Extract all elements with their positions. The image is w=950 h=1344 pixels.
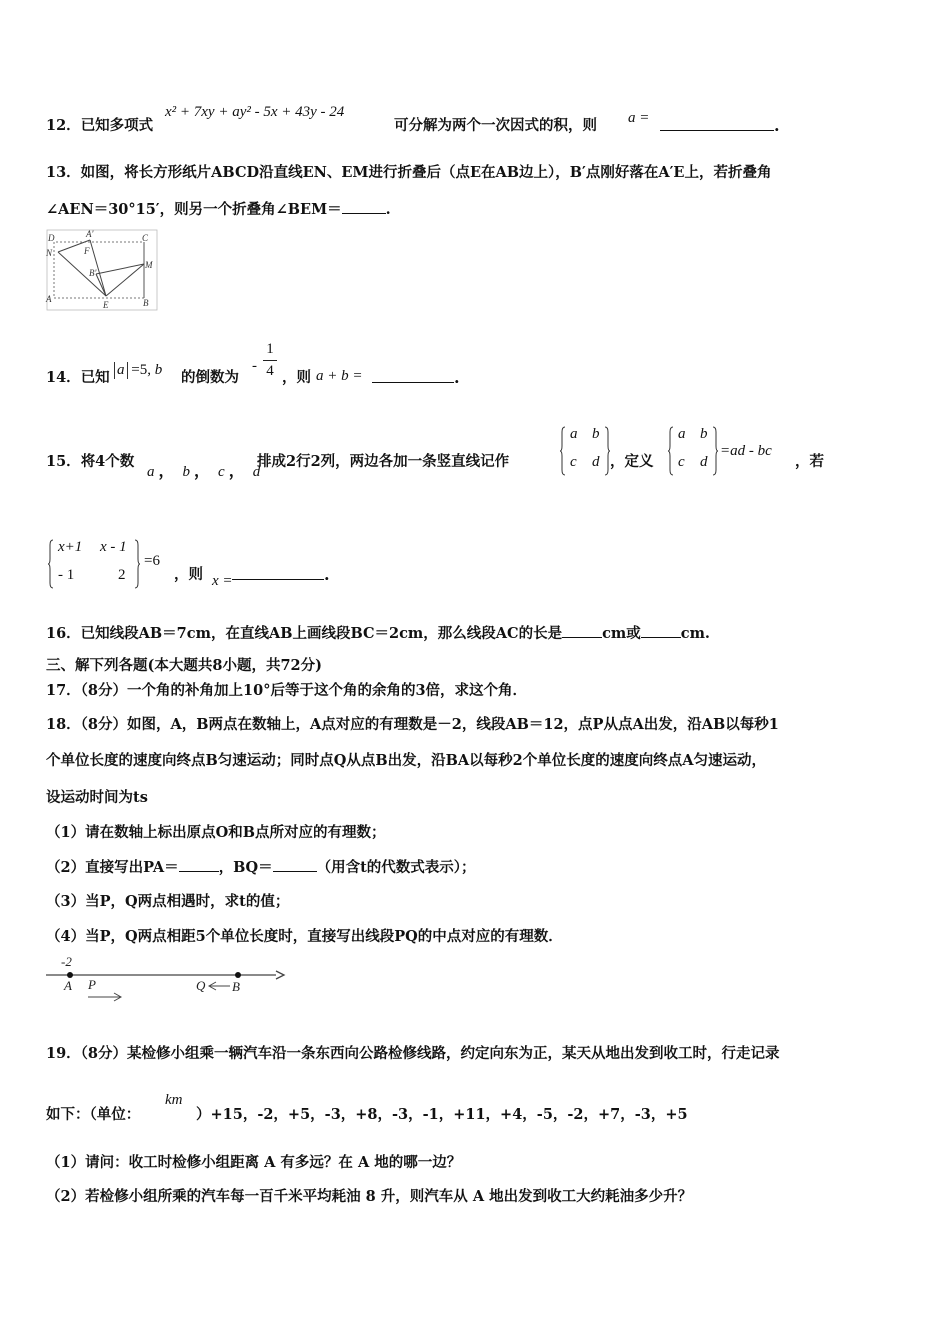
q14-frac-sign: - <box>252 358 257 374</box>
q18-sub3: （3）当P，Q两点相遇时，求t的值； <box>46 893 290 910</box>
q19-line1: 19．（8分）某检修小组乘一辆汽车沿一条东西向公路检修线路，约定向东为正，某天从地出发到收工时，行走记录 <box>46 1045 780 1062</box>
fig13-label-A: A <box>46 294 52 304</box>
q19-sub2: （2）若检修小组所乘的汽车每一百千米平均耗油 8 升，则汽车从 A 地出发到收工大约耗油多少升？ <box>46 1188 693 1205</box>
numline-label-B: B <box>232 979 240 994</box>
q18-bq-blank[interactable] <box>273 857 317 872</box>
q18-number-line-figure <box>44 952 288 1006</box>
q12-answer-blank[interactable]: . <box>660 116 780 135</box>
q16-answer-blank-1[interactable] <box>562 623 602 638</box>
fig13-label-A-prime: A' <box>86 229 94 239</box>
fig13-label-E: E <box>103 300 109 310</box>
q14-then: ，则 <box>282 369 311 386</box>
q14-abs-expression: a =5, b <box>114 362 162 379</box>
q12-var-a: a = <box>628 110 650 126</box>
q15-answer-blank[interactable]: . <box>232 565 330 584</box>
q15-define: ，定义 <box>610 453 654 470</box>
q15-definition-rhs: =ad - bc <box>720 443 772 459</box>
q19-unit-km: km <box>165 1092 183 1108</box>
q15-then: ，则 <box>174 566 203 583</box>
q15-determinant-notation: a b c d <box>560 424 610 478</box>
q14-mid: 的倒数为 <box>181 369 239 386</box>
q15-equation-determinant: x+1 x - 1 - 1 2 <box>48 537 140 591</box>
fig13-label-N: N <box>46 248 53 258</box>
fig13-label-B-prime: B' <box>89 268 97 278</box>
q15-mid: 排成2行2列，两边各加一条竖直线记作 <box>257 453 510 470</box>
q14-frac-numerator: 1 <box>266 341 274 357</box>
q18-line1: 18．（8分）如图，A，B两点在数轴上，A点对应的有理数是－2，线段AB＝12，点P从点A出发，沿AB以每秒1 <box>46 716 779 733</box>
q12-number: 12． <box>46 117 81 134</box>
question-12 <box>46 116 153 136</box>
numline-label-Q: Q <box>196 978 206 993</box>
fig13-label-C: C <box>142 233 149 243</box>
q14-frac-denominator: 4 <box>266 363 274 379</box>
q14-answer-blank[interactable]: . <box>372 368 460 387</box>
question-16: 16．已知线段AB＝7cm，在直线AB上画线段BC＝2cm，那么线段AC的长是 cm或 cm. <box>46 625 710 642</box>
q16-answer-blank-2[interactable] <box>641 623 681 638</box>
q19-record: ）+15，-2，+5，-3，+8，-3，-1，+11，+4，-5，-2，+7，-3，+5 <box>196 1106 688 1123</box>
fig13-label-F: F <box>84 246 90 256</box>
q14-fraction <box>263 341 277 380</box>
q15-determinant-definition: a b c d <box>668 424 718 478</box>
fig13-label-B: B <box>143 298 149 308</box>
q12-mid-text: 可分解为两个一次因式的积，则 <box>394 117 597 134</box>
section-3-heading: 三、解下列各题(本大题共8小题，共72分) <box>46 657 322 674</box>
q15-vars: a ， b ， c ， d <box>147 461 261 480</box>
q15-equation-rhs: =6 <box>144 553 160 569</box>
q18-line3: 设运动时间为ts <box>46 789 148 806</box>
q13-answer-blank[interactable] <box>342 199 386 214</box>
numline-label-A: A <box>64 978 72 993</box>
q13-fold-figure <box>44 228 160 312</box>
q13-line2: ∠AEN＝30°15′，则另一个折叠角∠BEM＝ . <box>46 201 391 218</box>
q15-if: ，若 <box>795 453 824 470</box>
q15-x-var: x = <box>212 573 233 589</box>
q15-lead: 15．将4个数 <box>46 453 135 470</box>
q12-lead: 已知多项式 <box>80 117 154 134</box>
q13-line1: 13．如图，将长方形纸片ABCD沿直线EN、EM进行折叠后（点E在AB边上），B′点刚好落在A′E上，若折叠角 <box>46 164 772 181</box>
numline-label-minus2: -2 <box>61 954 72 969</box>
numline-label-P: P <box>88 977 96 992</box>
q14-expression: a + b = <box>316 368 363 384</box>
q18-sub2: （2）直接写出PA＝ ，BQ＝ （用含t的代数式表示）； <box>46 859 476 876</box>
q19-lead: 如下：（单位： <box>46 1106 141 1123</box>
q18-pa-blank[interactable] <box>179 857 219 872</box>
q18-sub1: （1）请在数轴上标出原点O和B点所对应的有理数； <box>46 824 386 841</box>
q14-lead: 14．已知 <box>46 369 110 386</box>
q12-polynomial: x² + 7xy + ay² - 5x + 43y - 24 <box>165 104 345 120</box>
fig13-label-D: D <box>48 233 55 243</box>
question-17: 17．（8分）一个角的补角加上10°后等于这个角的余角的3倍，求这个角． <box>46 682 528 699</box>
fig13-label-M: M <box>145 260 153 270</box>
q18-line2: 个单位长度的速度向终点B匀速运动；同时点Q从点B出发，沿BA以每秒2个单位长度的速度向终点A匀速运动， <box>46 752 766 769</box>
q19-sub1: （1）请问：收工时检修小组距离 A 有多远？在 A 地的哪一边？ <box>46 1154 462 1171</box>
q18-sub4: （4）当P，Q两点相距5个单位长度时，直接写出线段PQ的中点对应的有理数． <box>46 928 563 945</box>
